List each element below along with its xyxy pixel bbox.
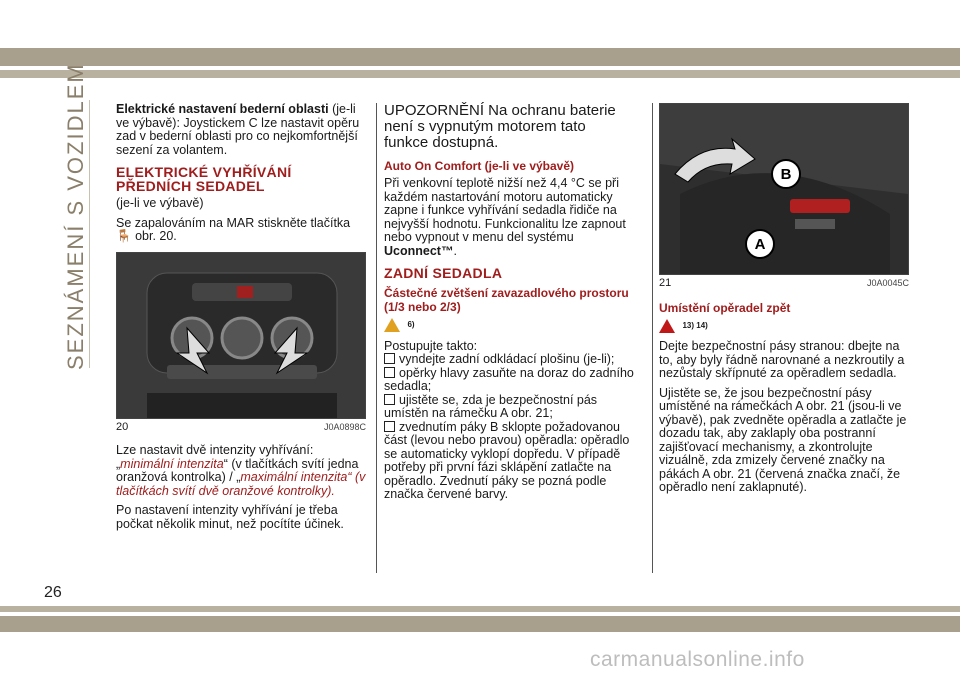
figure-ref: obr. 20.	[135, 229, 177, 243]
heated-seats-availability: (je-li ve výbavě)	[116, 196, 204, 210]
warning-reference	[384, 318, 634, 334]
paragraph-belts-aside: Dejte bezpečnostní pásy stranou: dbejte na to, aby byly řádně narovnané a nezkroutily a nezůstaly skřípnuté za opěradlem sedadla.	[659, 339, 905, 380]
figure-20-console	[116, 252, 366, 419]
paragraph-check-belts: Ujistěte se, že jsou bezpečnostní pásy umístěné na rámečkách A obr. 21 (jsou-li ve výbavě), pak zvedněte opěradla a zatlačte je dozadu tak, aby zaklaply oba postranní zajišťovací mechanismy, a zkontrolujte vizuálně, zda zmizely červené značky na pákách A obr. 21 (červená značka značí, že opěradlo není zaklapnuté).	[659, 385, 907, 494]
step-text: opěrky hlavy zasuňte na doraz do zadního sedadla;	[384, 365, 634, 393]
warning-reference	[659, 319, 909, 335]
label-a: A	[754, 236, 766, 253]
step-text: vyndejte zadní odkládací plošinu (je-li);	[399, 352, 615, 366]
console-illustration	[117, 253, 365, 418]
checkbox-icon	[384, 421, 395, 432]
paragraph-wait: Po nastavení intenzity vyhřívání je třeba počkat několik minut, než pocítíte účinek.	[116, 503, 344, 531]
battery-warning: UPOZORNĚNÍ Na ochranu baterie není s vypnutým motorem tato funkce dostupná.	[384, 102, 616, 151]
paragraph-lumbar	[116, 103, 366, 157]
label-b: B	[780, 166, 792, 183]
step-4	[384, 421, 634, 502]
step-text: zvednutím páky B sklopte požadovanou část (levou nebo pravou) opěradla: opěradlo se automaticky vyklopí dopředu. V případě potřeby při první fázi sklápění zatlačte na opěradlo. Zvednutí páky se pozná podle značka červené barvy.	[384, 419, 630, 501]
lumbar-label: Elektrické nastavení bederní oblasti	[116, 102, 329, 116]
procedure-steps	[384, 353, 634, 502]
figure-number: 20	[116, 420, 129, 433]
warning-icon	[384, 318, 400, 332]
column-1	[116, 103, 366, 537]
figure-20-caption	[116, 421, 366, 435]
intensity-min: minimální intenzita	[120, 456, 224, 471]
warning-ref-number: 13) 14)	[682, 320, 708, 330]
paragraph-intensity	[116, 444, 366, 498]
top-band-thin	[0, 70, 960, 78]
intensity-max: maximální intenzita“ (v tlačítkách svítí dvě oranžové kontrolky).	[116, 470, 366, 498]
column-2	[384, 103, 634, 502]
side-section-title: SEZNÁMENÍ S VOZIDLEM	[63, 62, 88, 370]
warning-ref-number: 6)	[407, 320, 415, 329]
column-3	[659, 103, 909, 501]
step-3	[384, 394, 634, 421]
step-1	[384, 353, 634, 367]
figure-21-caption	[659, 277, 909, 291]
seat-heater-icon: 🪑	[116, 229, 132, 243]
figure-code: J0A0898C	[323, 421, 366, 432]
auto-text: Při venkovní teplotě nižší než 4,4 °C se při každém nastartování motoru automaticky zapne i funkce vyhřívání sedadla řidiče na nejvyšší hodnotu. Funkcionalitu lze zapnout nebo vypnout v menu del systému	[384, 176, 626, 244]
heading-partial-extension: Částečné zvětšení zavazadlového prostoru (1/3 nebo 2/3)	[384, 286, 629, 314]
danger-icon	[659, 319, 675, 333]
press-text: Se zapalováním na MAR stiskněte tlačítka	[116, 215, 351, 230]
heading-heated-seats: ELEKTRICKÉ VYHŘÍVÁNÍ PŘEDNÍCH SEDADEL	[116, 164, 292, 194]
heading-backrest-return: Umístění opěradel zpět	[659, 300, 791, 315]
bottom-band	[0, 616, 960, 632]
figure-21-rear-seat	[659, 103, 909, 275]
intensity-text-a: Lze nastavit dvě intenzity vyhřívání: „	[116, 443, 314, 471]
top-band	[0, 48, 960, 66]
column-separator-1	[376, 103, 377, 573]
column-separator-2	[652, 103, 653, 573]
paragraph-auto-on-comfort	[384, 177, 634, 258]
auto-end: .	[453, 243, 457, 258]
procedure-intro: Postupujte takto:	[384, 338, 478, 353]
bottom-band-thin	[0, 606, 960, 612]
figure-code: J0A0045C	[866, 278, 909, 288]
checkbox-icon	[384, 367, 395, 378]
step-2	[384, 367, 634, 394]
figure-number: 21	[659, 277, 672, 289]
checkbox-icon	[384, 394, 395, 405]
heading-rear-seats: ZADNÍ SEDADLA	[384, 265, 503, 281]
lumbar-text: (je-li ve výbavě): Joystickem C lze nastavit opěru zad v bederní oblasti pro co nejkomfortnější sezení za volantem.	[116, 102, 360, 157]
uconnect-label: Uconnect™	[384, 243, 454, 258]
checkbox-icon	[384, 353, 395, 364]
watermark: carmanualsonline.info	[590, 648, 805, 671]
heading-auto-on-comfort: Auto On Comfort (je-li ve výbavě)	[384, 159, 575, 173]
intensity-text-b: “ (v tlačítkách svítí jedna oranžová kontrolka) / „	[116, 456, 359, 484]
page-number: 26	[44, 584, 62, 601]
rear-seat-illustration	[660, 104, 908, 274]
step-text: ujistěte se, zda je bezpečnostní pás umístěn na rámečku A obr. 21;	[384, 392, 598, 420]
paragraph-press-buttons	[116, 217, 366, 244]
side-rule	[89, 100, 90, 368]
